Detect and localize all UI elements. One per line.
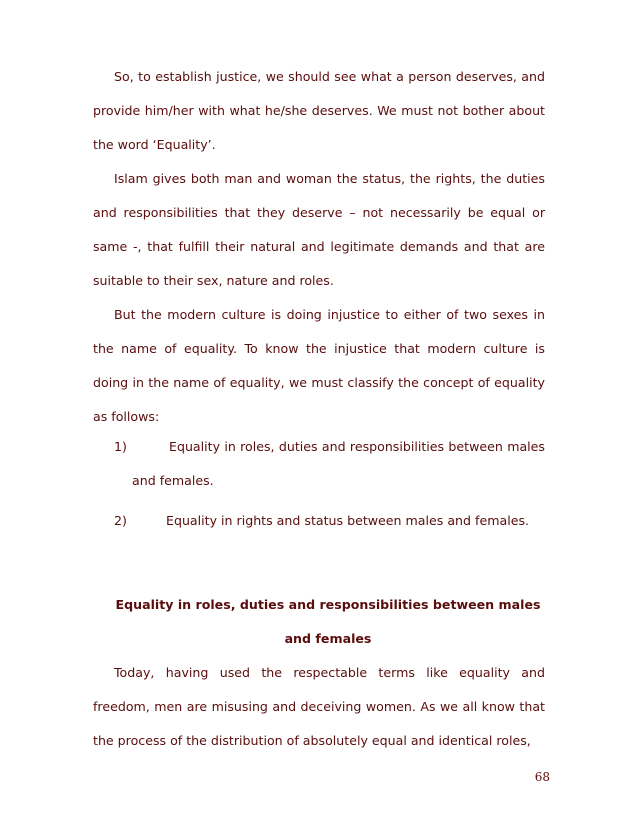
paragraph-islam: Islam gives both man and woman the status, the rights, the duties and responsibilities that they deserve – not necessarily be equal or same -, that fulfill their natural and legitimate demands and that are suitable to their sex, nature and roles. bbox=[93, 171, 545, 288]
paragraph-justice: So, to establish justice, we should see what a person deserves, and provide him/her with what he/she deserves. We must not bother about the word ‘Equality’. bbox=[93, 69, 545, 152]
list-number: 2) bbox=[114, 513, 127, 528]
paragraph-today: Today, having used the respectable terms like equality and freedom, men are misusing and deceiving women. As we all know that the process of the distribution of absolutely equal and identical roles, bbox=[93, 665, 545, 748]
list-item-2 bbox=[114, 504, 545, 538]
list-item-text: Equality in roles, duties and responsibilities between males bbox=[169, 439, 545, 454]
section-heading bbox=[93, 588, 563, 656]
list-item-text-continued: and females. bbox=[132, 473, 214, 488]
list-item-text: Equality in rights and status between males and females. bbox=[166, 513, 530, 528]
page-number: 68 bbox=[534, 770, 550, 784]
section-heading-line-2: and females bbox=[284, 631, 372, 646]
section-heading-line-1: Equality in roles, duties and responsibilities between males bbox=[115, 597, 541, 612]
list-item-1 bbox=[114, 430, 545, 498]
paragraph-modern-culture: But the modern culture is doing injustice to either of two sexes in the name of equality. To know the injustice that modern culture is doing in the name of equality, we must classify the concept of equality as follows: bbox=[93, 307, 545, 424]
list-number: 1) bbox=[114, 439, 127, 454]
